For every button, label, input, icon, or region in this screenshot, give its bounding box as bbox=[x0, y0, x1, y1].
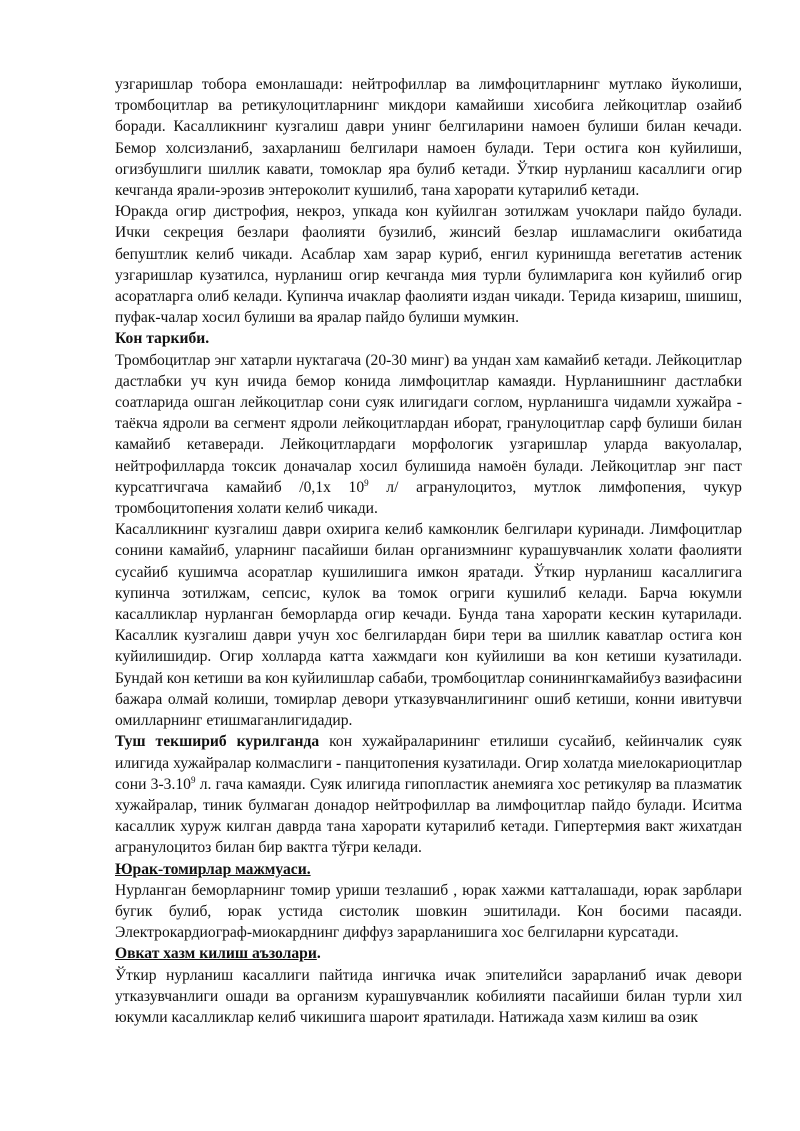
heading-digestive bbox=[115, 943, 742, 964]
paragraph-bone-marrow-text-a: кон хужайраларининг етилиши сусайиб, кейинчалик суяк илигида хужайралар колмаслиги - панцитопения кузатилади. Огир холатда миелокариоцитлар сони 3-3.10 bbox=[115, 733, 742, 793]
heading-digestive-text: Овкат хазм килиш аъзолари bbox=[115, 945, 317, 963]
document-page bbox=[115, 74, 742, 1119]
paragraph-organs: Юракда огир дистрофия, некроз, упкада кон куйилган зотилжам учоклари пайдо булади. Ички секреция безлари фаолияти бузилиб, жинсий безлар ишламаслиги окибатида бепуштлик келиб чикади. Асаблар хам зарар куриб, енгил куринишда вегетатив астеник узгаришлар кузатилса, нурланиш огир кечганда мия турли булимларига кон куйилиб огир асоратларга олиб келади. Купинча ичаклар фаолияти издан чикади. Терида кизариш, шишиш, пуфак-чалар хосил булиши ва яралар пайдо булиши мумкин. bbox=[115, 203, 742, 327]
paragraph-bone-marrow bbox=[115, 731, 742, 858]
bone-marrow-lead: Туш текшириб курилганда bbox=[115, 733, 320, 751]
paragraph-blood-cells bbox=[115, 350, 742, 520]
paragraph-digestive: Ўткир нурланиш касаллиги пайтида ингичка ичак эпителийси зарарланиб ичак девори утказувчанлиги ошади ва организм курашувчанлик кобилияти пасайиши билан турли хил юкумли касалликлар келиб чикишига шароит яратилади. Натижада хазм килиш ва озик bbox=[115, 966, 742, 1026]
superscript-power: 9 bbox=[364, 477, 369, 488]
heading-blood-composition: Кон таркиби. bbox=[115, 330, 210, 348]
paragraph-progression: узгаришлар тобора емонлашади: нейтрофиллар ва лимфоцитларнинг мутлако йуколиши, тромбоцитлар ва ретикулоцитларнинг микдори камайиши хисобига лейкоцитлар озайиб боради. Касалликнинг кузгалиш даври унинг белгиларини намоен булиши билан кечади. Бемор холсизланиб, захарланиш белгилари намоен булади. Тери остига кон куйилиши, огизбушлиги шиллик кавати, томоклар яра булиб кетади. Ўткир нурланиш касаллиги огир кечганда ярали-эрозив энтероколит кушилиб, тана харорати кутарилиб кетади. bbox=[115, 76, 742, 200]
heading-digestive-dot: . bbox=[316, 945, 321, 963]
heading-cardiovascular: Юрак-томирлар мажмуаси. bbox=[115, 860, 311, 878]
superscript-power-2: 9 bbox=[190, 774, 196, 785]
paragraph-bone-marrow-text-b: л. гача камаяди. Суяк илигида гипопластик анемияга хос ретикуляр ва плазматик хужайралар, тиник булмаган донадор нейтрофиллар ва лимфоцитлар пайдо булади. Иситма касаллик хуруж килган даврда тана харорати кутарилиб кетади. Гипертермия вакт жихатдан агранулоцитоз билан бир вактга тўғри келади. bbox=[115, 775, 742, 857]
paragraph-cardiovascular: Нурланган беморларнинг томир уриши тезлашиб , юрак хажми катталашади, юрак зарблари бугик булиб, юрак устида систолик шовкин эшитилади. Кон босими пасаяди. Электрокардиограф-миокарднинг диффуз зарарланишига хос белгиларни курсатади. bbox=[115, 881, 742, 942]
paragraph-blood-cells-text-a: Тромбоцитлар энг хатарли нуктагача (20-30 минг) ва ундан хам камайиб кетади. Лейкоцитлар дастлабки уч кун ичида бемор конида лимфоцитлар камаяди. Нурланишнинг дастлабки соатларида ошган лейкоцитлар сони суяк илигидаги соглом, нурланишга чидамли хужайра - таёкча ядроли ва сегмент ядроли лейкоцитлардан иборат, гранулоцитлар сарф булиши билан камайиб кетаверади. Лейкоцитлардаги морфологик узгаришлар уларда вакуолалар, нейтрофилларда токсик доначалар хосил булишида намоён булади. Лейкоцитлар энг паст курсатгичгача камайиб /0,1х 10 bbox=[115, 351, 742, 496]
paragraph-blood-cells-text-b: л/ агранулоцитоз, мутлок лимфопения, чукур тромбоцитопения холати келиб чикади. bbox=[115, 478, 742, 518]
paragraph-anemia: Касалликнинг кузгалиш даври охирига келиб камконлик белгилари куринади. Лимфоцитлар сонини камайиб, уларнинг пасайиши билан организмнинг курашувчанлик холати фаолияти сусайиб кушимча асоратлар кушилишига имкон яратади. Ўткир нурланиш касаллигига купинча зотилжам, сепсис, кулок ва томок огриги кушилиб келади. Барча юкумли касалликлар нурланган беморларда огир кечади. Бунда тана харорати кескин кутарилади. Касаллик кузгалиш даври учун хос белгилардан бири тери ва шиллик каватлар остига кон куйилишидир. Огир холларда катта хажмдаги кон куйилиши ва кон кетиши кузатилади. Бундай кон кетиши ва кон куйилишлар сабаби, тромбоцитлар сонинингкамайибуз вазифасини бажара олмай колиши, томирлар девори утказувчанлигининг ошиб кетиши, конни ивитувчи омилларнинг етишмаганлигидадир. bbox=[115, 521, 742, 730]
